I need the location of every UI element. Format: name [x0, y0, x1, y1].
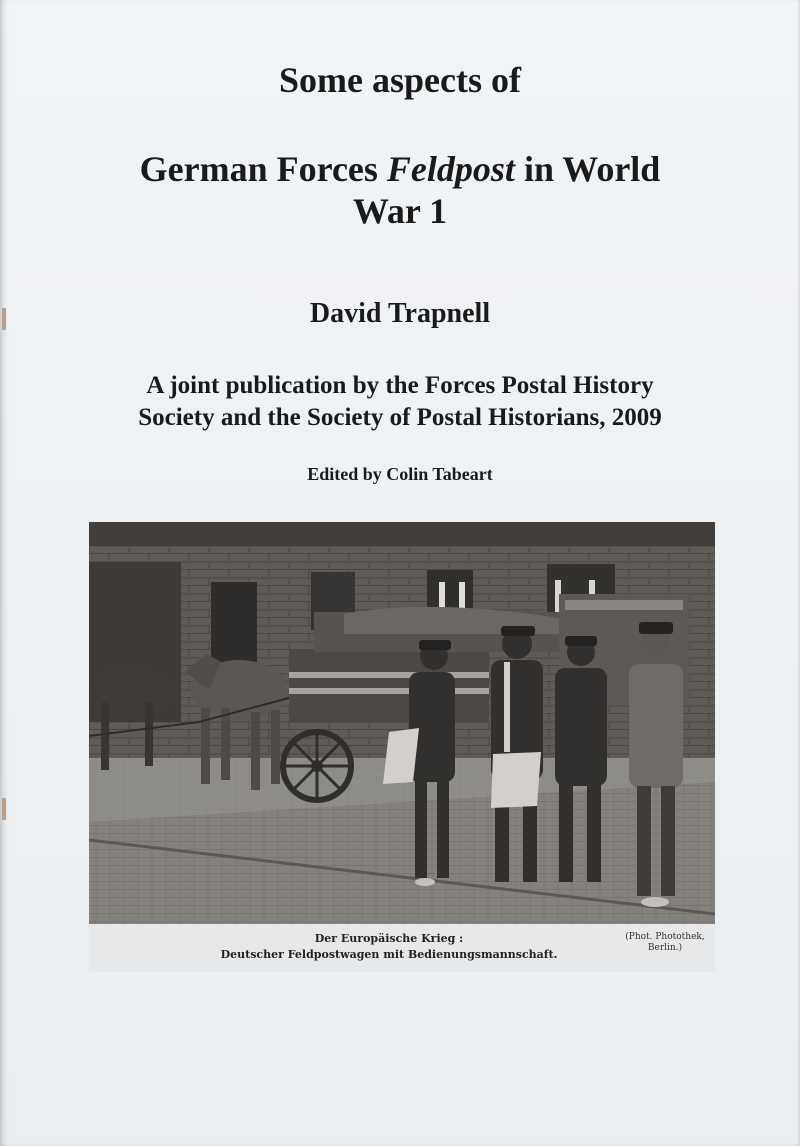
publication-note: [0, 370, 800, 434]
title-line-2-end: in World: [514, 149, 661, 189]
title-italic-word: Feldpost: [386, 149, 515, 189]
author-name: David Trapnell: [309, 298, 491, 329]
photo-credit-line-2: Berlin.): [647, 943, 683, 953]
publication-line-1: A joint publication by the Forces Postal History: [146, 372, 654, 399]
historical-photo: [89, 522, 715, 972]
staple-mark: [2, 798, 6, 820]
editor-credit: Edited by Colin Tabeart: [307, 464, 493, 484]
photo-caption-line-2: Deutscher Feldpostwagen mit Bedienungsmannschaft.: [220, 948, 558, 961]
title-line-1: Some aspects of: [279, 60, 521, 100]
title-line-2-start: German Forces: [139, 149, 387, 189]
title-line-3: War 1: [352, 191, 448, 231]
publication-line-2: Society and the Society of Postal Historians, 2009: [138, 404, 662, 431]
title-main: [0, 148, 800, 232]
photo-illustration: [89, 522, 715, 924]
photo-credit-line-1: (Phot. Photothek,: [625, 932, 705, 942]
photo-credit: [617, 932, 713, 954]
photo-caption-band: [89, 924, 715, 972]
photo-caption-line-1: Der Europäische Krieg :: [314, 932, 464, 945]
